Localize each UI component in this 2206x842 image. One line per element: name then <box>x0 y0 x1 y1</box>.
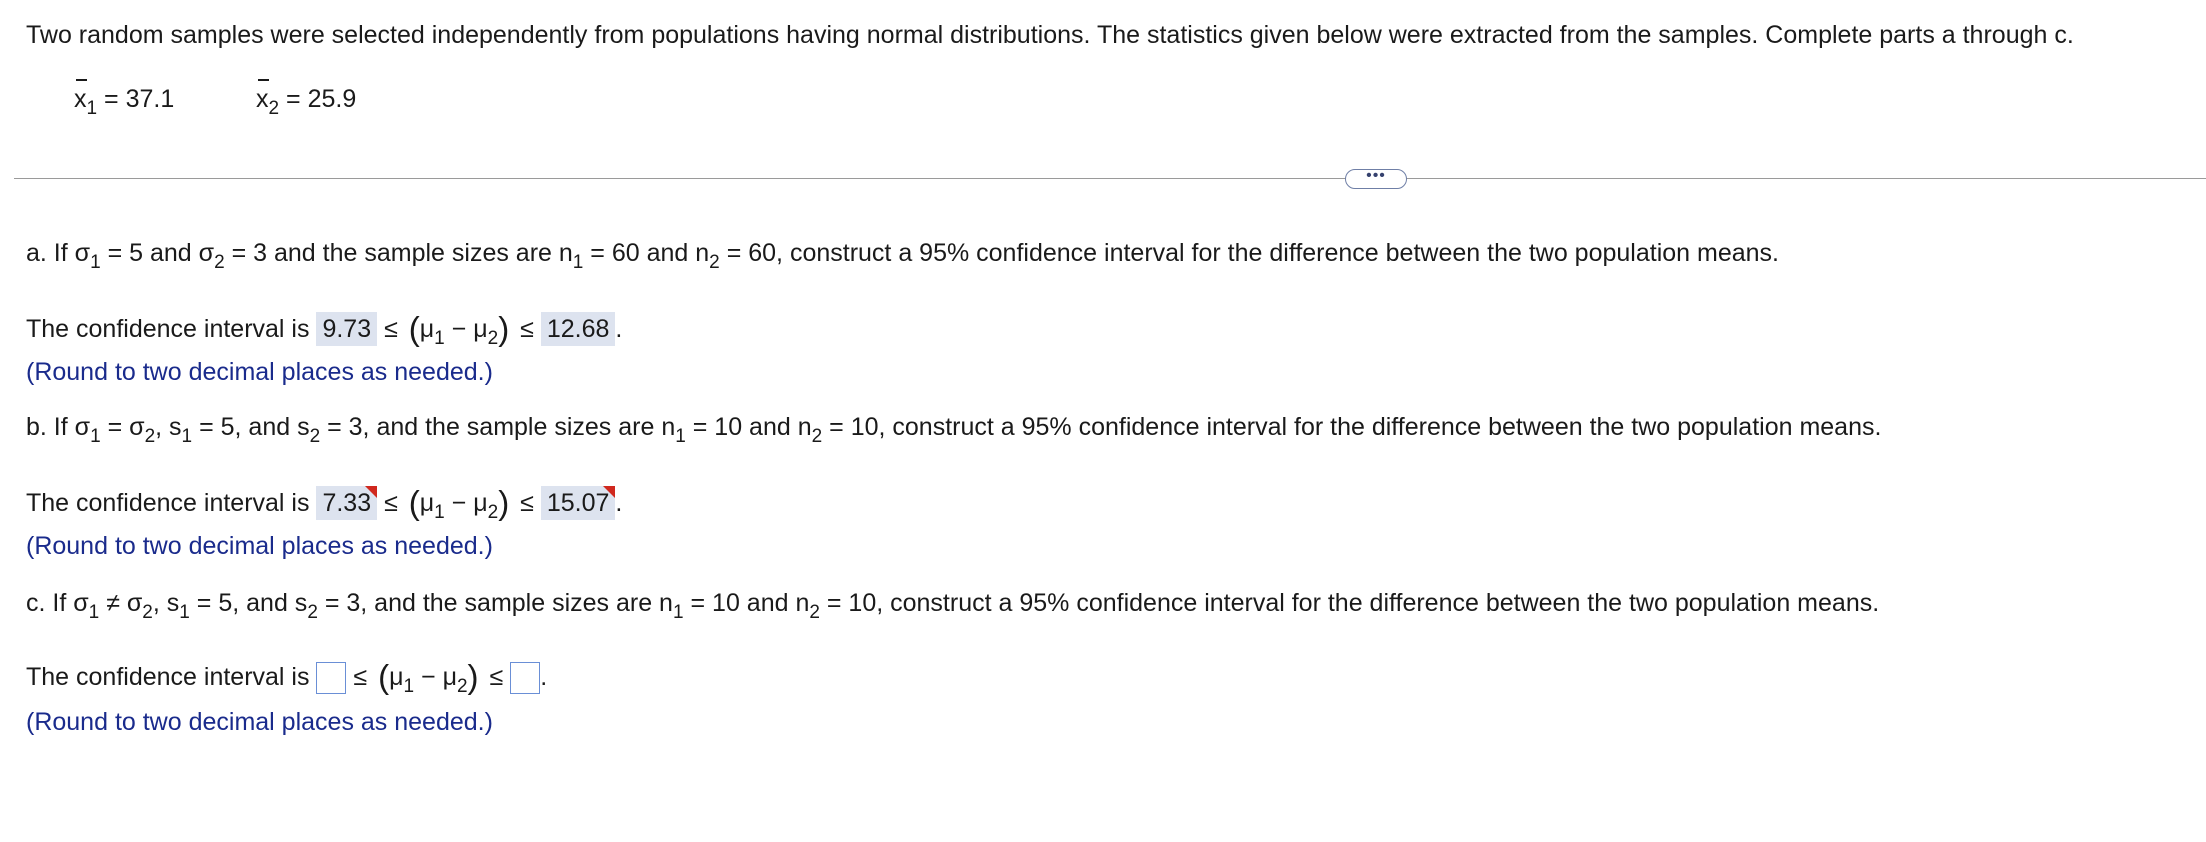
problem-intro: Two random samples were selected independently from populations having normal distributions. The statistics given below were extracted from the samples. Complete parts a through c. <box>26 21 2074 49</box>
stat-x2: $x_2 = 25.9$ <box>256 85 357 119</box>
part-a-question: a. If $\sigma_1 = 5$ and $\sigma_2 = 3$ and the sample sizes are $n_1 = 60$ and $n_2 = 60$, construct a 95% confidence interval for the difference between the two population means. <box>26 239 1779 273</box>
part-c-hint: (Round to two decimal places as needed.) <box>26 708 493 736</box>
part-b-hint: (Round to two decimal places as needed.) <box>26 532 493 560</box>
part-a-lower-answer[interactable]: 9.73 <box>316 312 377 346</box>
ci-label: The confidence interval is <box>26 489 310 517</box>
x1-symbol: x <box>74 85 87 113</box>
ci-label: The confidence interval is <box>26 663 310 691</box>
part-c-lower-input[interactable] <box>316 662 346 694</box>
stat-x1: $x_1 = 37.1$ <box>74 85 175 119</box>
part-b-upper-answer[interactable]: 15.07 <box>541 486 616 520</box>
part-c-upper-input[interactable] <box>510 662 540 694</box>
part-b-answer-row: The confidence interval is $7.33 \le (\mu_1 - \mu_2) \le 15.07$ . <box>26 484 623 523</box>
part-a-upper-answer[interactable]: 12.68 <box>541 312 616 346</box>
mu-difference: $(\mu_1 - \mu_2)$ <box>408 310 510 349</box>
part-a-hint: (Round to two decimal places as needed.) <box>26 358 493 386</box>
x1-value: = 37.1 <box>104 85 175 113</box>
part-c-answer-row: The confidence interval is ≤ $(\mu_1 - \mu_2)$ ≤ . <box>26 658 548 697</box>
part-c-question: c. If $\sigma_1 \ne \sigma_2$, $s_1 = 5$, and $s_2 = 3$, and the sample sizes are $n_1 = 10$ and $n_2 = 10$, construct a 95% confidence interval for the difference between the two population means. <box>26 589 1880 623</box>
mu-difference: $(\mu_1 - \mu_2)$ <box>378 658 479 697</box>
more-options-button[interactable]: ••• <box>1345 169 1407 189</box>
part-a-answer-row: The confidence interval is $9.73 \le (\mu_1 - \mu_2) \le 12.68$ . <box>26 310 623 349</box>
mu-difference: $(\mu_1 - \mu_2)$ <box>408 484 510 523</box>
part-b-question: b. If $\sigma_1 = \sigma_2$, $s_1 = 5$, and $s_2 = 3$, and the sample sizes are $n_1 = 10$ and $n_2 = 10$, construct a 95% confidence interval for the difference between the two population means. <box>26 413 1882 447</box>
x2-value: = 25.9 <box>286 85 357 113</box>
section-divider <box>14 178 2206 179</box>
ci-label: The confidence interval is <box>26 315 310 343</box>
part-b-lower-answer[interactable]: 7.33 <box>316 486 377 520</box>
x2-symbol: x <box>256 85 269 113</box>
